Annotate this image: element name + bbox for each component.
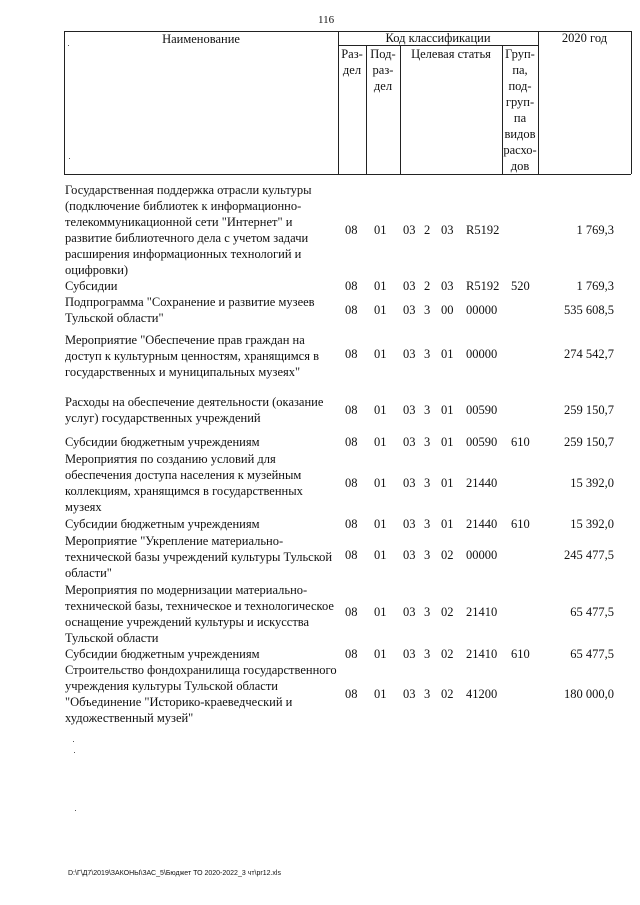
row-target-1: 03: [403, 303, 416, 317]
header-name: Наименование: [162, 32, 240, 46]
row-target-4: 21410: [466, 647, 498, 661]
row-target-3: 02: [441, 548, 454, 562]
row-group: 610: [511, 517, 530, 531]
scan-speck: [73, 741, 74, 742]
row-target-3: 01: [441, 476, 454, 490]
row-amount: 535 608,5: [564, 303, 614, 317]
row-name: Субсидии бюджетным учреждениям: [65, 647, 260, 661]
row-target-4: 21440: [466, 517, 498, 531]
row-razdel: 08: [345, 687, 358, 701]
row-podrazdel: 01: [374, 303, 387, 317]
row-amount: 245 477,5: [564, 548, 614, 562]
row-name: Субсидии: [65, 279, 118, 293]
row-razdel: 08: [345, 476, 358, 490]
row-amount: 1 769,3: [576, 279, 614, 293]
row-podrazdel: 01: [374, 605, 387, 619]
row-target-4: 00000: [466, 303, 498, 317]
row-target-2: 3: [424, 476, 431, 490]
row-target-2: 2: [424, 279, 431, 293]
row-amount: 259 150,7: [564, 435, 614, 449]
row-name: Расходы на обеспечение деятельности (оказание услуг) государственных учреждений: [65, 395, 324, 425]
row-podrazdel: 01: [374, 435, 387, 449]
row-target-4: 00590: [466, 435, 498, 449]
row-amount: 65 477,5: [570, 605, 614, 619]
header-left-border: [64, 31, 65, 174]
row-podrazdel: 01: [374, 279, 387, 293]
row-podrazdel: 01: [374, 223, 387, 237]
page-number: 116: [318, 14, 335, 26]
row-razdel: 08: [345, 279, 358, 293]
row-podrazdel: 01: [374, 517, 387, 531]
row-target-4: 00590: [466, 403, 498, 417]
row-podrazdel: 01: [374, 347, 387, 361]
row-razdel: 08: [345, 517, 358, 531]
row-target-4: 21440: [466, 476, 498, 490]
row-name: Субсидии бюджетным учреждениям: [65, 435, 260, 449]
row-target-2: 3: [424, 403, 431, 417]
row-amount: 15 392,0: [570, 517, 614, 531]
row-target-4: 00000: [466, 548, 498, 562]
row-name: Подпрограмма "Сохранение и развитие музеев Тульской области": [65, 295, 315, 325]
scan-speck: [68, 45, 69, 46]
row-target-2: 3: [424, 303, 431, 317]
row-target-1: 03: [403, 223, 416, 237]
row-target-3: 01: [441, 403, 454, 417]
row-amount: 15 392,0: [570, 476, 614, 490]
row-amount: 65 477,5: [570, 647, 614, 661]
header-podrazdel: Под- раз- дел: [370, 47, 396, 93]
header-year: 2020 год: [561, 31, 608, 45]
row-podrazdel: 01: [374, 687, 387, 701]
row-razdel: 08: [345, 548, 358, 562]
header-classification: Код классификации: [385, 31, 491, 45]
row-group: 520: [511, 279, 530, 293]
row-razdel: 08: [345, 347, 358, 361]
row-target-2: 3: [424, 687, 431, 701]
row-target-3: 02: [441, 605, 454, 619]
row-target-4: 00000: [466, 347, 498, 361]
row-target-1: 03: [403, 548, 416, 562]
row-target-1: 03: [403, 347, 416, 361]
row-target-2: 3: [424, 548, 431, 562]
row-target-2: 3: [424, 647, 431, 661]
row-name: Субсидии бюджетным учреждениям: [65, 517, 260, 531]
row-amount: 180 000,0: [564, 687, 614, 701]
row-name: Мероприятия по созданию условий для обеспечения доступа населения к музейным коллекциям, хранящимся в государственных музеях: [65, 452, 303, 514]
row-target-1: 03: [403, 517, 416, 531]
scan-speck: [69, 158, 70, 159]
row-target-2: 3: [424, 435, 431, 449]
header-right-border: [631, 31, 632, 174]
file-path-footer: D:\Г\Д7\2019\ЗАКОНЫ\ЗАС_5\Бюджет ТО 2020-2022_3 чт\pr12.xls: [68, 870, 281, 877]
row-podrazdel: 01: [374, 403, 387, 417]
row-group: 610: [511, 647, 530, 661]
row-target-1: 03: [403, 403, 416, 417]
row-target-3: 01: [441, 347, 454, 361]
row-target-3: 03: [441, 279, 454, 293]
row-target-1: 03: [403, 687, 416, 701]
row-target-3: 01: [441, 517, 454, 531]
row-amount: 274 542,7: [564, 347, 614, 361]
row-name: Государственная поддержка отрасли культуры (подключение библиотек к информационно-телекоммуникационной сети "Интернет" и развитие библиотечного дела с учетом задачи расширения информационных технологий и оцифровки): [65, 183, 312, 277]
row-target-4: 41200: [466, 687, 498, 701]
header-group: Груп- па, под- груп- па видов расхо- дов: [503, 47, 537, 173]
row-razdel: 08: [345, 223, 358, 237]
row-podrazdel: 01: [374, 548, 387, 562]
row-target-4: R5192: [466, 223, 500, 237]
row-target-2: 3: [424, 605, 431, 619]
row-podrazdel: 01: [374, 476, 387, 490]
row-amount: 1 769,3: [576, 223, 614, 237]
row-name: Мероприятие "Укрепление материально-технической базы учреждений культуры Тульской области": [65, 534, 333, 580]
row-target-2: 3: [424, 347, 431, 361]
row-razdel: 08: [345, 435, 358, 449]
podrazdel-col-border: [400, 45, 401, 174]
row-name: Мероприятие "Обеспечение прав граждан на доступ к культурным ценностям, хранящимся в государственных и муниципальных музеях": [65, 333, 319, 379]
row-razdel: 08: [345, 303, 358, 317]
row-target-1: 03: [403, 279, 416, 293]
header-razdel: Раз- дел: [341, 47, 363, 77]
row-name: Мероприятия по модернизации материально-технической базы, техническое и технологическое оснащение учреждений культуры и искусства Тульской области: [65, 583, 334, 645]
scan-speck: [75, 810, 76, 811]
row-target-3: 03: [441, 223, 454, 237]
row-target-3: 02: [441, 687, 454, 701]
row-target-1: 03: [403, 647, 416, 661]
group-col-border: [538, 31, 539, 174]
header-target: Целевая статья: [411, 47, 491, 61]
scan-speck: [74, 752, 75, 753]
header-bottom-border: [64, 174, 631, 175]
row-target-1: 03: [403, 476, 416, 490]
row-name: Строительство фондохранилища государственного учреждения культуры Тульской области "Объединение "Историко-краеведческий и художественный музей": [65, 663, 337, 725]
row-target-3: 01: [441, 435, 454, 449]
row-target-1: 03: [403, 605, 416, 619]
row-target-4: 21410: [466, 605, 498, 619]
row-target-2: 3: [424, 517, 431, 531]
row-group: 610: [511, 435, 530, 449]
row-target-3: 02: [441, 647, 454, 661]
row-target-1: 03: [403, 435, 416, 449]
row-target-4: R5192: [466, 279, 500, 293]
row-amount: 259 150,7: [564, 403, 614, 417]
row-razdel: 08: [345, 605, 358, 619]
row-target-3: 00: [441, 303, 454, 317]
row-razdel: 08: [345, 403, 358, 417]
row-razdel: 08: [345, 647, 358, 661]
row-podrazdel: 01: [374, 647, 387, 661]
row-target-2: 2: [424, 223, 431, 237]
